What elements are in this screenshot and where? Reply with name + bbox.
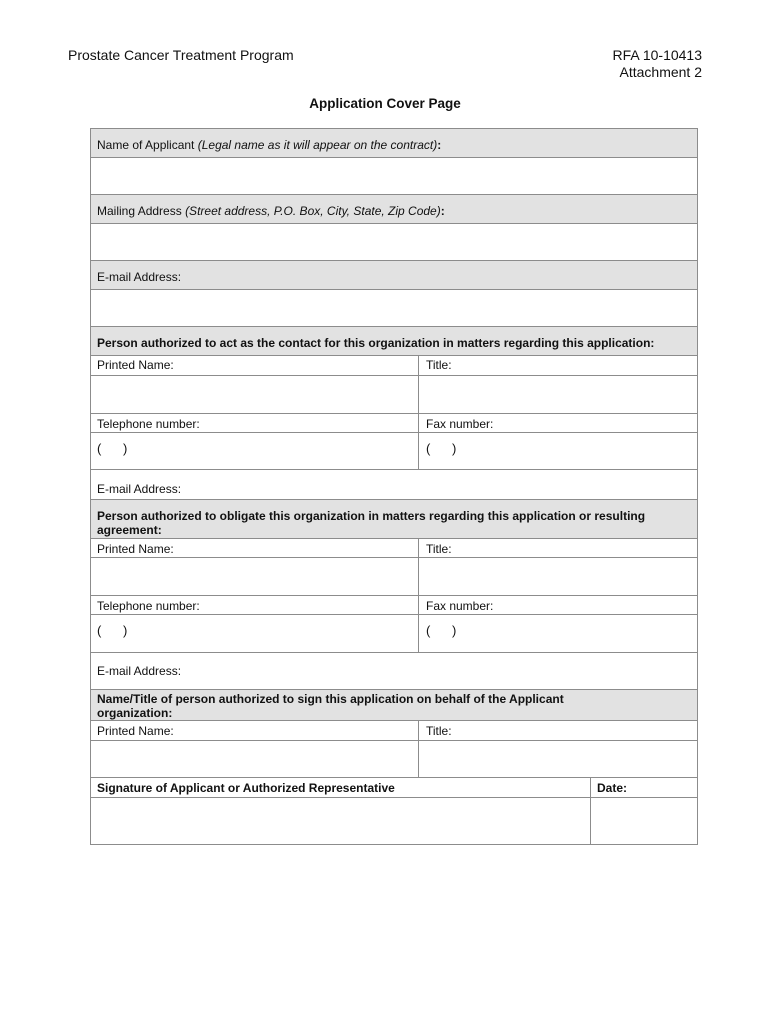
contact-fax-label: Fax number:	[426, 417, 494, 431]
sign-title-field[interactable]	[419, 741, 697, 777]
column-divider	[590, 778, 591, 797]
contact-telephone-label: Telephone number:	[97, 417, 200, 431]
email-field[interactable]	[90, 289, 698, 327]
sign-heading: Name/Title of person authorized to sign this application on behalf of the Applicant organization:	[97, 692, 564, 720]
sign-heading-row	[90, 689, 698, 721]
contact-printed-name-field[interactable]	[91, 376, 418, 413]
contact-telephone-field[interactable]: ( )	[97, 441, 128, 456]
obligate-telephone-label: Telephone number:	[97, 599, 200, 613]
email-label: E-mail Address:	[97, 270, 182, 284]
obligate-email-row[interactable]	[90, 652, 698, 690]
contact-title-label: Title:	[426, 358, 452, 372]
obligate-name-title-fields	[90, 557, 698, 596]
attachment-number: Attachment 2	[619, 64, 702, 80]
page-title: Application Cover Page	[309, 96, 461, 111]
applicant-name-label-row	[90, 128, 698, 158]
contact-printed-name-label: Printed Name:	[97, 358, 174, 372]
column-divider	[418, 539, 419, 557]
applicant-name-field[interactable]	[90, 157, 698, 195]
contact-name-title-labels	[90, 355, 698, 376]
column-divider	[418, 615, 419, 652]
column-divider	[418, 414, 419, 432]
obligate-telephone-field[interactable]: ( )	[97, 623, 128, 638]
obligate-title-field[interactable]	[419, 558, 697, 595]
obligate-phone-fax-fields	[90, 614, 698, 653]
obligate-fax-field[interactable]: ( )	[426, 623, 457, 638]
sign-title-label: Title:	[426, 724, 452, 738]
contact-heading-row	[90, 326, 698, 356]
mailing-address-label: Mailing Address (Street address, P.O. Box, City, State, Zip Code):	[97, 204, 445, 218]
sign-printed-name-label: Printed Name:	[97, 724, 174, 738]
obligate-heading-row	[90, 499, 698, 539]
signature-date-labels	[90, 777, 698, 798]
document-reference	[612, 47, 702, 81]
contact-title-field[interactable]	[419, 376, 697, 413]
obligate-name-title-labels	[90, 538, 698, 558]
rfa-number: RFA 10-10413	[612, 47, 702, 63]
column-divider	[418, 433, 419, 469]
contact-email-label: E-mail Address:	[97, 482, 182, 496]
contact-fax-field[interactable]: ( )	[426, 441, 457, 456]
mailing-address-label-row	[90, 194, 698, 224]
obligate-fax-label: Fax number:	[426, 599, 494, 613]
obligate-heading: Person authorized to obligate this organization in matters regarding this application or resulting agreement:	[97, 509, 646, 537]
applicant-name-label: Name of Applicant (Legal name as it will appear on the contract):	[97, 138, 442, 152]
contact-heading: Person authorized to act as the contact for this organization in matters regarding this application:	[97, 336, 655, 350]
obligate-title-label: Title:	[426, 542, 452, 556]
contact-email-row[interactable]	[90, 469, 698, 500]
signature-label: Signature of Applicant or Authorized Representative	[97, 781, 395, 795]
obligate-printed-name-label: Printed Name:	[97, 542, 174, 556]
column-divider	[418, 596, 419, 614]
contact-name-title-fields	[90, 375, 698, 414]
contact-phone-fax-fields	[90, 432, 698, 470]
sign-name-title-labels	[90, 720, 698, 741]
signature-date-fields	[90, 797, 698, 845]
obligate-email-label: E-mail Address:	[97, 664, 182, 678]
email-label-row	[90, 260, 698, 290]
date-field[interactable]	[591, 798, 697, 844]
column-divider	[418, 721, 419, 740]
date-label: Date:	[597, 781, 628, 795]
mailing-address-field[interactable]	[90, 223, 698, 261]
program-name: Prostate Cancer Treatment Program	[68, 47, 294, 63]
obligate-printed-name-field[interactable]	[91, 558, 418, 595]
sign-name-title-fields	[90, 740, 698, 778]
obligate-phone-fax-labels	[90, 595, 698, 615]
signature-field[interactable]	[91, 798, 590, 844]
contact-phone-fax-labels	[90, 413, 698, 433]
sign-printed-name-field[interactable]	[91, 741, 418, 777]
column-divider	[418, 356, 419, 375]
